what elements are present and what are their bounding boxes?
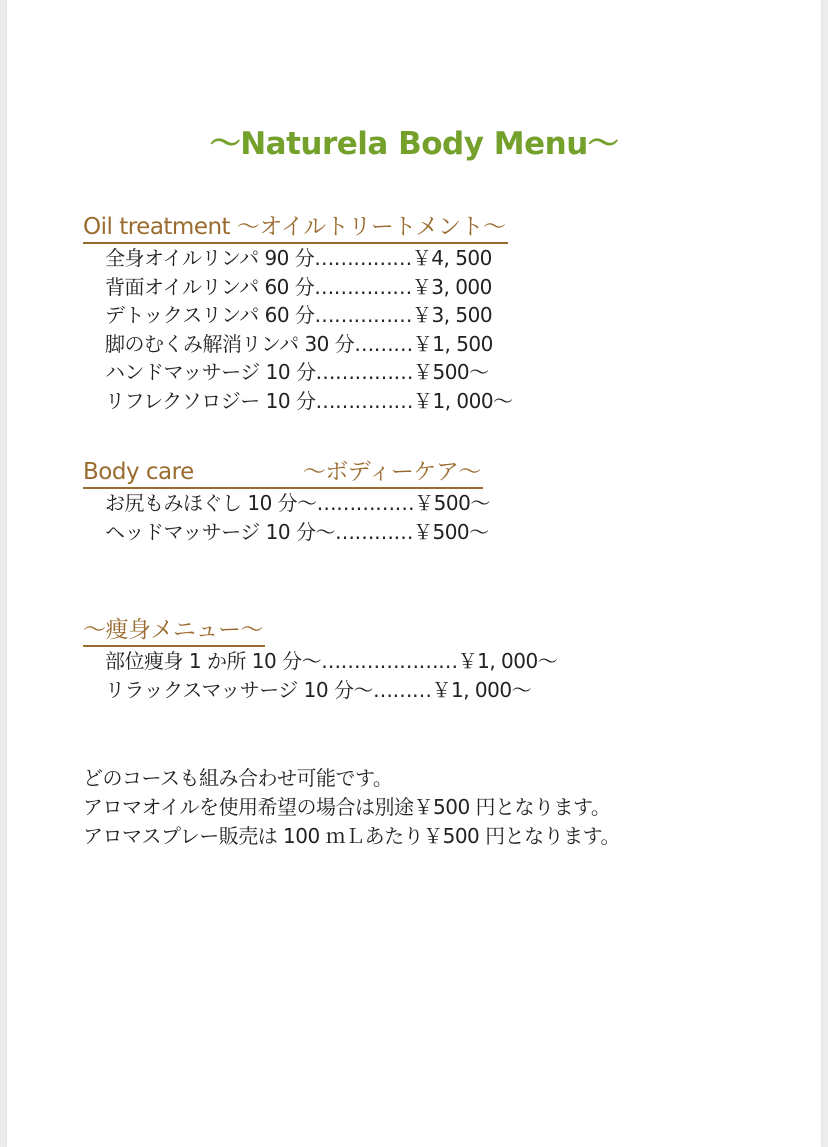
menu-page	[7, 0, 821, 1147]
menu-item: デトックスリンパ 60 分……………￥3, 500	[105, 303, 493, 327]
menu-title: 〜Naturela Body Menu〜	[209, 126, 619, 162]
section-heading-body-care: Body care ～ボディーケア～	[83, 457, 483, 489]
section-body-care	[83, 457, 490, 546]
note-line: アロマスプレー販売は 100 ｍＬあたり￥500 円となります。	[83, 824, 621, 848]
menu-item: 部位痩身 1 か所 10 分〜…………………￥1, 000〜	[105, 649, 558, 673]
section-heading-oil-treatment: Oil treatment ～オイルトリートメント～	[83, 212, 508, 244]
menu-item: ハンドマッサージ 10 分……………￥500〜	[105, 360, 489, 384]
menu-item: リラックスマッサージ 10 分〜………￥1, 000〜	[105, 677, 532, 702]
menu-item: リフレクソロジー 10 分……………￥1, 000〜	[105, 388, 513, 413]
oil-treatment-list	[83, 244, 513, 415]
note-line: どのコースも組み合わせ可能です。	[83, 766, 393, 790]
section-oil-treatment	[83, 212, 513, 415]
menu-item: 全身オイルリンパ 90 分……………￥4, 500	[105, 246, 492, 270]
section-slimming	[83, 615, 557, 704]
section-heading-slimming: ～痩身メニュー～	[83, 615, 265, 647]
menu-item: お尻もみほぐし 10 分〜……………￥500〜	[105, 491, 490, 515]
notes	[83, 764, 620, 851]
note-line: アロマオイルを使用希望の場合は別途￥500 円となります。	[83, 795, 611, 819]
menu-item: ヘッドマッサージ 10 分〜…………￥500〜	[105, 519, 489, 544]
body-care-list	[83, 489, 490, 546]
slimming-list	[83, 647, 557, 704]
menu-item: 脚のむくみ解消リンパ 30 分………￥1, 500	[105, 331, 493, 356]
menu-item: 背面オイルリンパ 60 分……………￥3, 000	[105, 274, 492, 299]
